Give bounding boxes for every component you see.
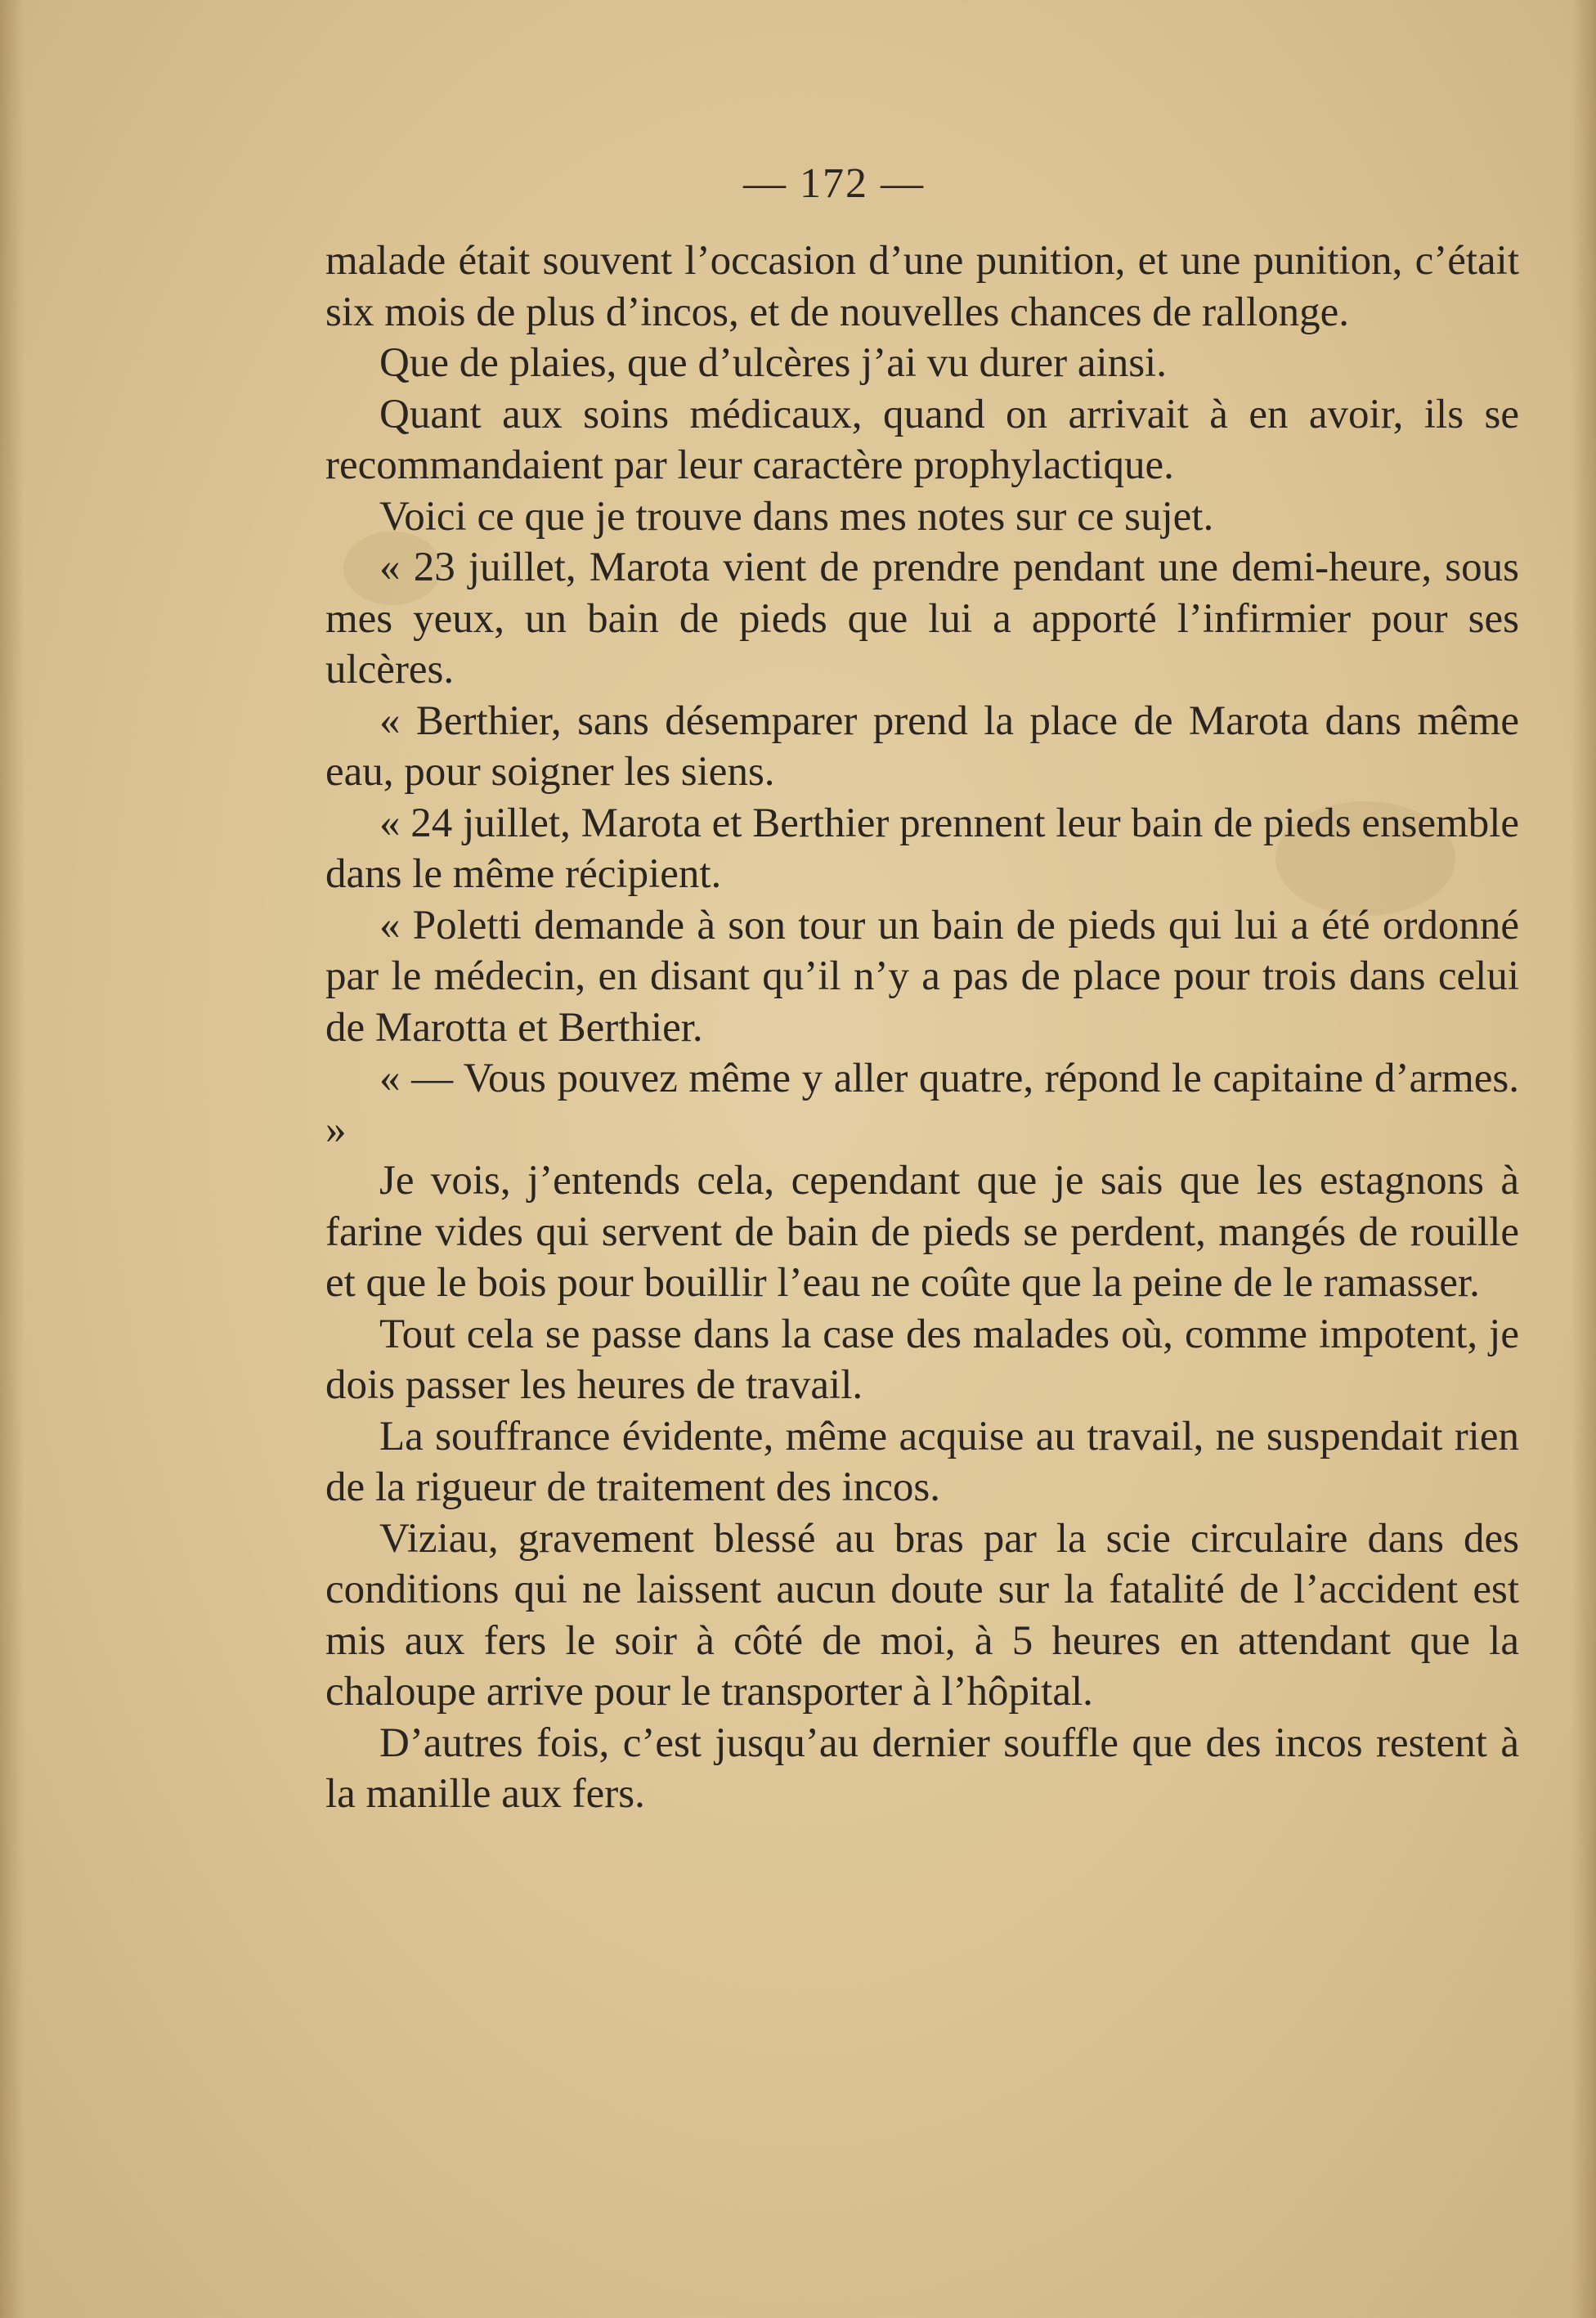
- paragraph: Je vois, j’entends cela, cependant que je sais que les estagnons à farine vides qui servent de bain de pieds se perdent, mangés de rouille et que le bois pour bouillir l’eau ne coûte que la peine de le ramasser.: [325, 1158, 1519, 1306]
- paragraph: « 24 juillet, Marota et Berthier prennent leur bain de pieds ensemble dans le même récipient.: [325, 800, 1519, 897]
- paragraph: « 23 juillet, Marota vient de prendre pendant une demi-heure, sous mes yeux, un bain de pieds que lui a apporté l’infirmier pour ses ulcères.: [325, 545, 1519, 693]
- paragraph: « Berthier, sans désemparer prend la place de Marota dans même eau, pour soigner les siens.: [325, 697, 1519, 795]
- paragraph: La souffrance évidente, même acquise au travail, ne suspendait rien de la rigueur de traitement des incos.: [325, 1413, 1519, 1510]
- paragraph: Quant aux soins médicaux, quand on arrivait à en avoir, ils se recommandaient par leur caractère prophylactique.: [325, 391, 1519, 488]
- page-edge-left: [0, 0, 25, 2318]
- page-edge-right: [1571, 0, 1596, 2318]
- paragraph: malade était souvent l’occasion d’une punition, et une punition, c’était six mois de plus d’incos, et de nouvelles chances de rallonge.: [325, 238, 1519, 335]
- paragraph: D’autres fois, c’est jusqu’au dernier souffle que des incos restent à la manille aux fers.: [325, 1719, 1519, 1817]
- paragraph: Voici ce que je trouve dans mes notes sur ce sujet.: [379, 493, 1214, 540]
- paragraph: Que de plaies, que d’ulcères j’ai vu durer ainsi.: [379, 340, 1167, 386]
- paragraph: Viziau, gravement blessé au bras par la scie circulaire dans des conditions qui ne laissent aucun doute sur la fatalité de l’accident est mis aux fers le soir à côté de moi, à 5 heures en attendant que la chaloupe arrive pour le transporter à l’hôpital.: [325, 1515, 1519, 1715]
- body-text: [325, 235, 1519, 1820]
- page-number: — 172 —: [743, 160, 925, 207]
- paragraph: Tout cela se passe dans la case des malades où, comme impotent, je dois passer les heures de travail.: [325, 1311, 1519, 1408]
- paragraph: « Poletti demande à son tour un bain de pieds qui lui a été ordonné par le médecin, en disant qu’il n’y a pas de place pour trois dans celui de Marotta et Berthier.: [325, 902, 1519, 1051]
- paragraph: « — Vous pouvez même y aller quatre, répond le capitaine d’armes. »: [325, 1056, 1519, 1153]
